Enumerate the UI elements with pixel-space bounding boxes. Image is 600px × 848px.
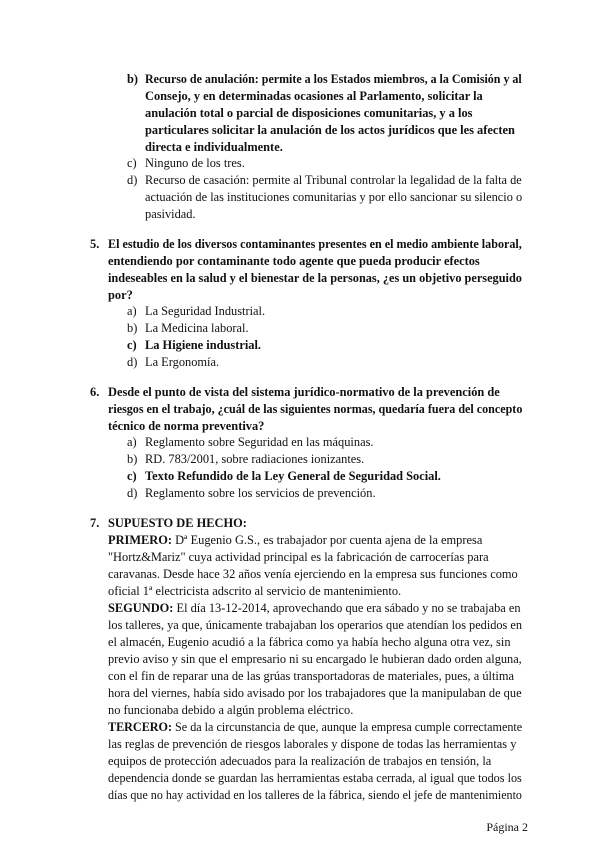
q7-p1-label: PRIMERO: bbox=[108, 533, 173, 547]
q7-p2-text: El día 13-12-2014, aprovechando que era sábado y no se trabajaba en bbox=[173, 601, 521, 615]
q7-p2-line: no funcionaba debido a algún problema eléctrico. bbox=[108, 703, 354, 717]
q5-option-d-text: La Ergonomía. bbox=[145, 355, 220, 369]
q6-option-b-text: RD. 783/2001, sobre radiaciones ionizantes. bbox=[145, 452, 365, 466]
q5-option-b-label: b) bbox=[127, 321, 138, 335]
q4-option-d-line: pasividad. bbox=[145, 207, 196, 221]
q6-option-a-label: a) bbox=[127, 435, 137, 449]
q6-option-c-label: c) bbox=[127, 469, 137, 483]
q5-option-a-label: a) bbox=[127, 304, 137, 318]
q7-p2-line: hora del viernes, había sido avisado por los trabajadores que la manipulaban de que bbox=[108, 686, 522, 700]
q6-option-d-text: Reglamento sobre los servicios de prevención. bbox=[145, 486, 376, 500]
q7-p1-line: oficial 1ª electricista adscrito al servicio de mantenimiento. bbox=[108, 584, 402, 598]
q4-option-b-line: anulación total o parcial de disposiciones comunitarias, y a los bbox=[145, 106, 473, 120]
q5-question-line: El estudio de los diversos contaminantes presentes en el medio ambiente laboral, bbox=[108, 237, 522, 251]
q6-question-line: riesgos en el trabajo, ¿cuál de las siguientes normas, quedaría fuera del concepto bbox=[108, 402, 523, 416]
q6-number: 6. bbox=[90, 385, 100, 399]
q4-option-b-line: particulares solicitar la anulación de los actos jurídicos que les afecten bbox=[145, 123, 515, 137]
q5-question-line: indeseables en la salud y el bienestar de la personas, ¿es un objetivo perseguido bbox=[108, 271, 522, 285]
q7-p3-line: las reglas de prevención de riesgos laborales y dispone de todas las herramientas y bbox=[108, 737, 517, 751]
q5-option-c-label: c) bbox=[127, 338, 137, 352]
q7-p3-label: TERCERO: bbox=[108, 720, 173, 734]
q4-option-c-text: Ninguno de los tres. bbox=[145, 156, 245, 170]
q7-heading: SUPUESTO DE HECHO: bbox=[108, 516, 247, 530]
q7-p3-text: Se da la circunstancia de que, aunque la empresa cumple correctamente bbox=[172, 720, 523, 734]
q4-option-b-line: directa e individualmente. bbox=[145, 140, 283, 154]
q4-option-b-line: Recurso de anulación: permite a los Estados miembros, a la Comisión y al bbox=[145, 72, 522, 86]
q5-question-line: entendiendo por contaminante todo agente que pueda producir efectos bbox=[108, 254, 480, 268]
q5-number: 5. bbox=[90, 237, 100, 251]
page-number: Página 2 bbox=[486, 820, 528, 834]
q7-p3-line: equipos de protección adecuados para la realización de trabajos en tensión, la bbox=[108, 754, 492, 768]
q4-option-d-line: Recurso de casación: permite al Tribunal controlar la legalidad de la falta de bbox=[145, 173, 522, 187]
q6-option-d-label: d) bbox=[127, 486, 138, 500]
q7-p1-line: "Hortz&Mariz" cuya actividad principal es la fabricación de carrocerías para bbox=[108, 550, 489, 564]
q6-option-a-text: Reglamento sobre Seguridad en las máquinas. bbox=[145, 435, 374, 449]
q4-option-b-label: b) bbox=[127, 72, 139, 86]
q7-p2-line: los talleres, ya que, únicamente trabajaban los operarios que atendían los pedidos en bbox=[108, 618, 523, 632]
q7-p1-first-line bbox=[108, 532, 482, 548]
q7-p3-line: días que no hay actividad en los talleres de la fábrica, siendo el jefe de mantenimiento bbox=[108, 788, 522, 802]
q6-option-c-text: Texto Refundido de la Ley General de Seguridad Social. bbox=[145, 469, 441, 483]
q7-p2-line: previo aviso y sin que el empresario ni su encargado le hubieran dado orden alguna, bbox=[108, 652, 522, 666]
q5-option-b-text: La Medicina laboral. bbox=[145, 321, 249, 335]
q7-p2-first-line bbox=[108, 600, 521, 616]
q7-p2-line: con el fin de reparar una de las grúas transportadoras de materiales, pues, a última bbox=[108, 669, 514, 683]
q7-p2-label: SEGUNDO: bbox=[108, 601, 174, 615]
q6-question-line: técnico de norma preventiva? bbox=[108, 419, 265, 433]
q7-p2-line: el almacén, Eugenio acudió a la fábrica como ya había hecho alguna otra vez, sin bbox=[108, 635, 511, 649]
q7-p3-first-line bbox=[108, 719, 522, 735]
q4-option-d-label: d) bbox=[127, 173, 138, 187]
q4-option-d-line: actuación de las instituciones comunitarias y por ello sancionar su silencio o bbox=[145, 190, 523, 204]
q5-option-c-text: La Higiene industrial. bbox=[145, 338, 262, 352]
q6-option-b-label: b) bbox=[127, 452, 138, 466]
q7-p3-line: dependencia donde se guardan las herramientas estaba cerrada, al igual que todos los bbox=[108, 771, 522, 785]
q7-p1-line: caravanas. Desde hace 32 años venía ejerciendo en la empresa sus funciones como bbox=[108, 567, 518, 581]
q5-question-line: por? bbox=[108, 288, 133, 302]
q4-option-c-label: c) bbox=[127, 156, 137, 170]
q5-option-a-text: La Seguridad Industrial. bbox=[145, 304, 266, 318]
q4-option-b-line: Consejo, y en determinadas ocasiones al Parlamento, solicitar la bbox=[145, 89, 483, 103]
q7-p1-text: Dª Eugenio G.S., es trabajador por cuenta ajena de la empresa bbox=[172, 533, 483, 547]
q5-option-d-label: d) bbox=[127, 355, 138, 369]
q7-number: 7. bbox=[90, 516, 100, 530]
q6-question-line: Desde el punto de vista del sistema jurídico-normativo de la prevención de bbox=[108, 385, 500, 399]
